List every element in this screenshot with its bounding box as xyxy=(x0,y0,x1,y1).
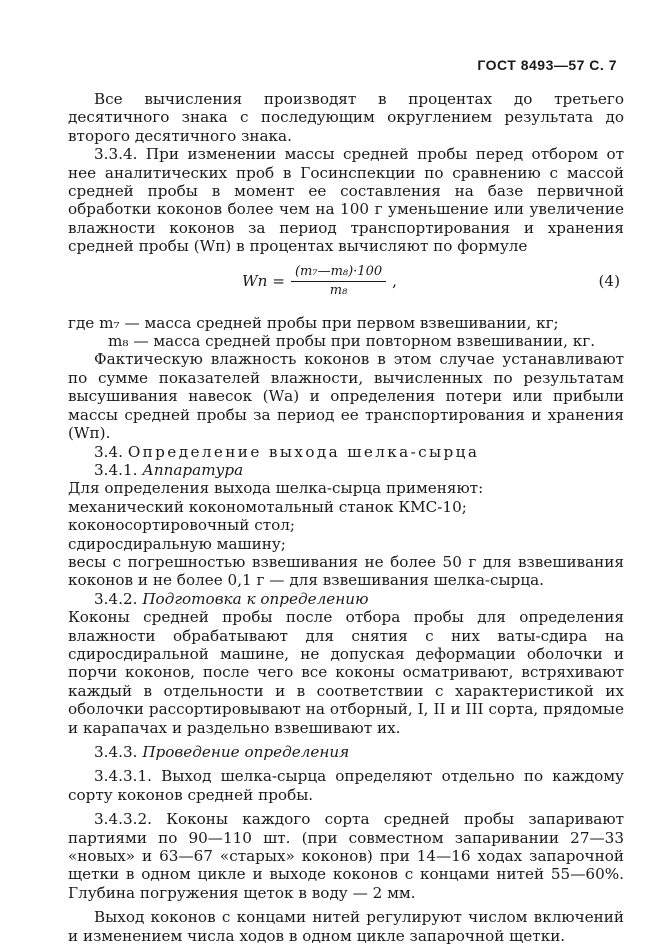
formula-fraction xyxy=(291,264,386,299)
apparatus-item: сдиросдиральную машину; xyxy=(68,534,286,553)
formula-number: (4) xyxy=(598,271,620,290)
paragraph-scales: весы с погрешностью взвешивания не более 50 г для взвешивания коконов и не более 0,1 г — для взвешивания шелка-сырца. xyxy=(68,552,624,590)
paragraph-apparatus-intro: Для определения выхода шелка-сырца применяют: xyxy=(68,479,484,498)
formula-denominator: m₈ xyxy=(329,282,348,298)
section-3-4-3-heading xyxy=(68,743,624,761)
page-header: ГОСТ 8493—57 С. 7 xyxy=(477,57,617,73)
paragraph-actual-moisture: Фактическую влажность коконов в этом случае устанавливают по сумме показателей влажности, вычисленных по результатам высушивания навесок (Wа) и определения потери или прибыли массы средней пробы за период ее транспортирования и хранения (Wп). xyxy=(68,350,624,443)
apparatus-item: механический кокономотальный станок КМС-10; xyxy=(68,497,467,516)
paragraph-exit-regulation: Выход коконов с концами нитей регулируют числом включений и изменением числа ходов в одном цикле запарочной щетки. xyxy=(68,908,624,945)
section-3-4-2-number: 3.4.2. xyxy=(94,589,138,608)
where-m8: m₈ — масса средней пробы при повторном взвешивании, кг. xyxy=(108,332,596,351)
section-3-4-1-title: Аппаратура xyxy=(142,460,244,479)
section-3-4-1-heading xyxy=(68,461,624,479)
formula-trail: , xyxy=(392,271,397,290)
formula-lhs: Wп = xyxy=(242,271,285,290)
section-3-4-heading xyxy=(68,443,624,461)
paragraph-3-4-3-2: 3.4.3.2. Коконы каждого сорта средней пробы запаривают партиями по 90—110 шт. (при совместном запаривании 27—33 «новых» и 63—67 «старых» коконов) при 14—16 ходах запарочной щетки в одном цикле и выходе коконов с концами нитей 55—60%. Глубина погружения щеток в воду — 2 мм. xyxy=(68,810,624,902)
formula-4 xyxy=(68,262,624,306)
where-m7: где m₇ — масса средней пробы при первом взвешивании, кг; xyxy=(68,313,559,332)
section-3-4-number: 3.4. xyxy=(94,442,123,461)
section-3-4-3-title: Проведение определения xyxy=(142,743,350,761)
section-3-4-2-heading xyxy=(68,590,624,608)
formula-numerator: (m₇—m₈)·100 xyxy=(291,264,386,282)
document-body xyxy=(68,90,624,945)
paragraph-calculation: Все вычисления производят в процентах до третьего десятичного знака с последующим округлением результата до второго десятичного знака. xyxy=(68,90,624,145)
paragraph-3-3-4: 3.3.4. При изменении массы средней пробы перед отбором от нее аналитических проб в Госинспекции по сравнению с массой средней пробы в момент ее составления на базе первичной обработки коконов более чем на 100 г уменьшение или увеличение влажности коконов за период транспортирования и хранения средней пробы (Wп) в процентах вычисляют по формуле xyxy=(68,145,624,256)
section-3-4-2-title: Подготовка к определению xyxy=(142,589,369,608)
section-3-4-title: Определение выхода шелка-сырца xyxy=(127,442,480,461)
section-3-4-3-number: 3.4.3. xyxy=(94,743,138,761)
paragraph-preparation: Коконы средней пробы после отбора пробы для определения влажности обрабатывают для снятия с них ваты-сдира на сдиросдиральной машине, не допуская деформации оболочки и порчи коконов, после чего все коконы осматривают, встряхивают каждый в отдельности и в соответствии с характеристикой их оболочки рассортировывают на отборный, I, II и III сорта, прядомые и карапачах и раздельно взвешивают их. xyxy=(68,608,624,737)
apparatus-item: коконосортировочный стол; xyxy=(68,516,296,535)
section-3-4-1-number: 3.4.1. xyxy=(94,460,138,479)
paragraph-3-4-3-1: 3.4.3.1. Выход шелка-сырца определяют отдельно по каждому сорту коконов средней пробы. xyxy=(68,767,624,804)
